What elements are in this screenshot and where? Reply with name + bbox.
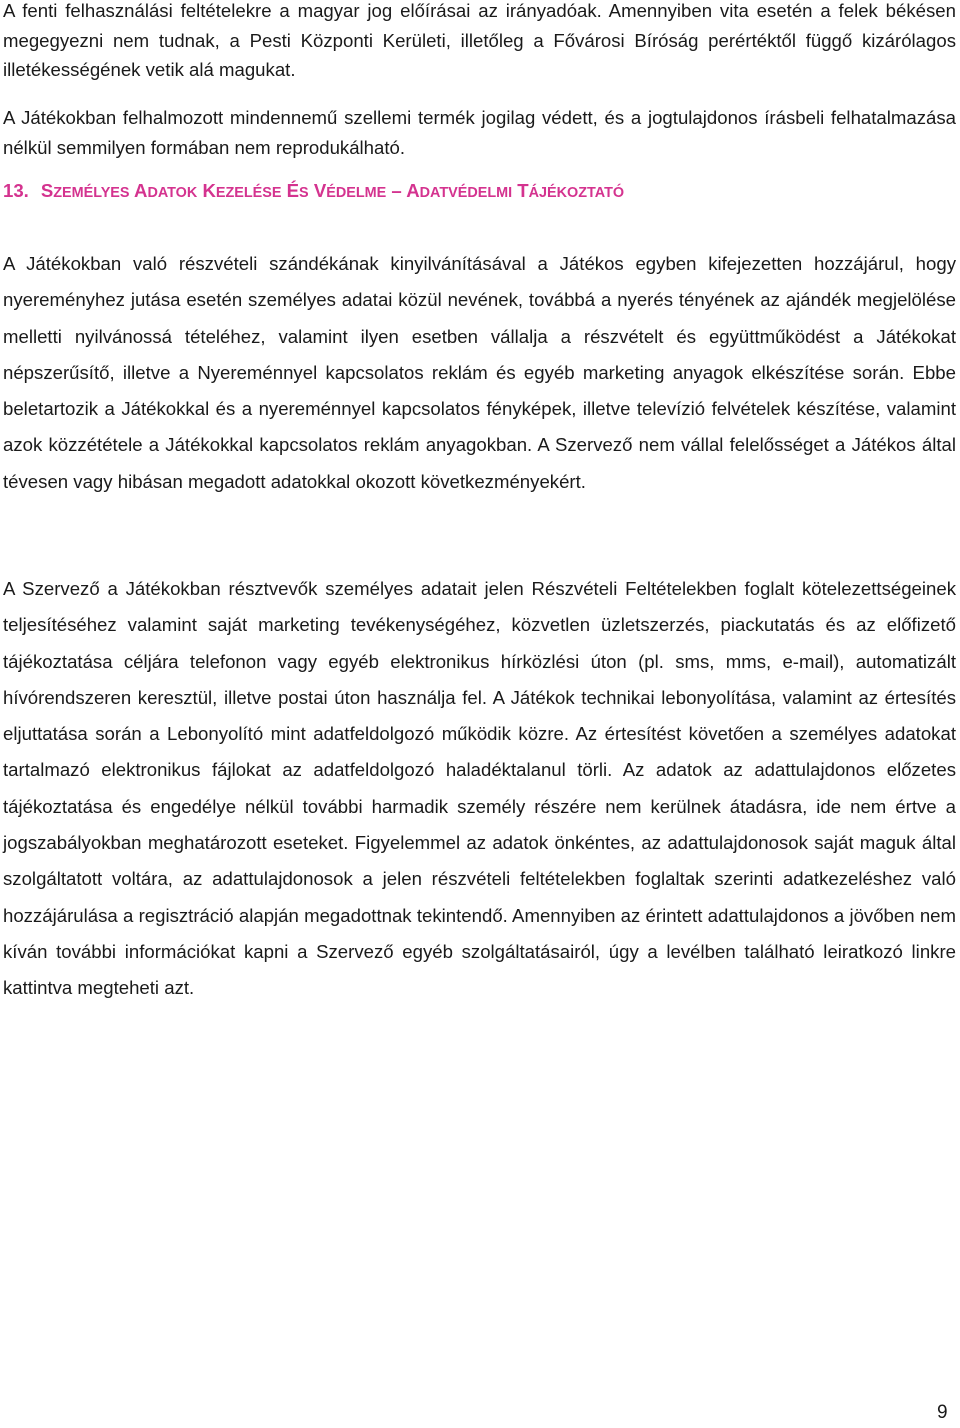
section-number: 13. <box>3 180 29 201</box>
page-number: 9 <box>937 1402 948 1423</box>
data-processing-paragraph: A Szervező a Játékokban résztvevők személyes adatait jelen Részvételi Feltételekben foglalt kötelezettségeinek teljesítéséhez valamint saját marketing tevékenységéhez, közvetlen üzletszerzés, piackutatás és az előfizető tájékoztatása céljára telefonon vagy egyéb elektronikus hírközlési úton (pl. sms, mms, e-mail), automatizált hívórendszeren keresztül, illetve postai úton használja fel. A Játékok technikai lebonyolítása, valamint az értesítés eljuttatása során a Lebonyolító mint adatfeldolgozó működik közre. Az értesítést követően a személyes adatokat tartalmazó elektronikus fájlokat az adatfeldolgozó haladéktalanul törli. Az adatok az adattulajdonos előzetes tájékoztatása és engedélye nélkül további harmadik személy részére nem kerülnek átadásra, ide nem értve a jogszabályokban meghatározott eseteket. Figyelemmel az adatok önkéntes, az adattulajdonosok saját maguk által szolgáltatott voltára, az adattulajdonosok a jelen részvételi feltételekben foglaltak szerinti adatkezeléshez való hozzájárulása a regisztráció alapján megadottnak tekintendő. Amennyiben az érintett adattulajdonos a jövőben nem kíván további információkat kapni a Szervező egyéb szolgáltatásairól, úgy a levélben található leiratkozó linkre kattintva megteheti azt. <box>3 578 956 999</box>
intellectual-property-paragraph: A Játékokban felhalmozott mindennemű szellemi termék jogilag védett, és a jogtulajdonos írásbeli felhatalmazása nélkül semmilyen formában nem reprodukálható. <box>3 107 956 158</box>
section-heading <box>3 176 956 209</box>
consent-paragraph: A Játékokban való részvételi szándékának kinyilvánításával a Játékos egyben kifejezetten hozzájárul, hogy nyereményhez jutása esetén személyes adatai közül nevének, továbbá a nyerés tényének az ajándék megjelölése melletti nyilvánossá tételéhez, valamint ilyen esetben vállalja a részvételt és együttműködést a Játékokat népszerűsítő, illetve a Nyereménnyel kapcsolatos reklám és egyéb marketing anyagok elkészítése során. Ebbe beletartozik a Játékokkal és a nyereménnyel kapcsolatos fényképek, illetve televízió felvételek készítése, valamint azok közzététele a Játékokkal kapcsolatos reklám anyagokban. A Szervező nem vállal felelősséget a Játékos által tévesen vagy hibásan megadott adatokkal okozott következményekért. <box>3 253 956 492</box>
section-title: SZEMÉLYES ADATOK KEZELÉSE ÉS VÉDELME – ADATVÉDELMI TÁJÉKOZTATÓ <box>40 180 625 201</box>
governing-law-paragraph: A fenti felhasználási feltételekre a magyar jog előírásai az irányadóak. Amennyiben vita esetén a felek békésen megegyezni nem tudnak, a Pesti Központi Kerületi, illetőleg a Fővárosi Bíróság perértéktől függő kizárólagos illetékességének vetik alá magukat. <box>3 0 956 80</box>
